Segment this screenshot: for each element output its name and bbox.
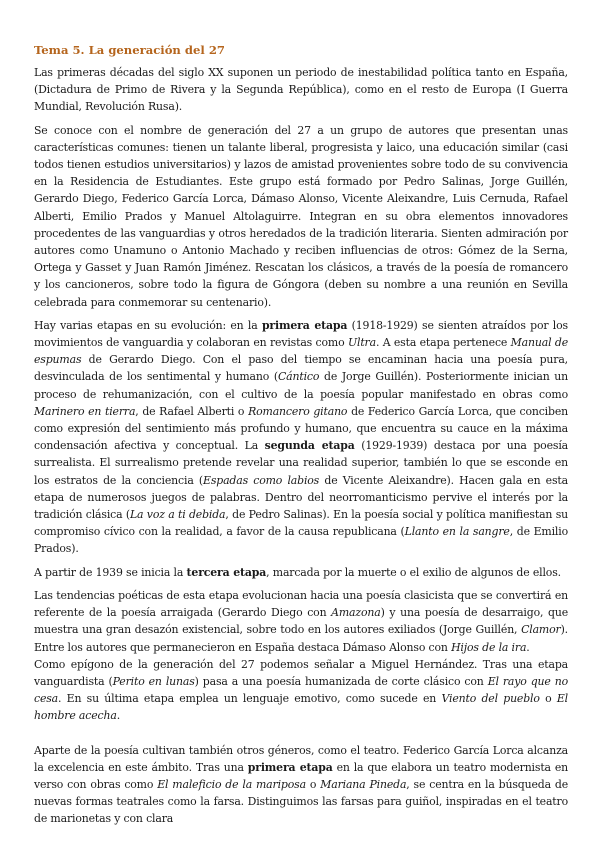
bold-term: primera etapa — [247, 760, 333, 774]
document-title: Tema 5. La generación del 27 — [34, 43, 225, 57]
work-title: Perito en lunas — [112, 674, 195, 688]
work-title: Manual de espumas — [34, 336, 568, 367]
bold-term: tercera etapa — [186, 565, 267, 579]
work-title: El maleficio de la mariposa — [157, 777, 306, 791]
paragraph-third-stage: A partir de 1939 se inicia la tercera etapa, marcada por la muerte o el exilio de algunos de ellos. — [34, 565, 561, 579]
work-title: El hombre acecha — [34, 692, 568, 723]
work-title: La voz a ti debida — [129, 508, 226, 522]
work-title: Espadas como labios — [203, 473, 320, 487]
paragraph-generation-definition: Se conoce con el nombre de generación del 27 a un grupo de autores que presentan unas características comunes: tienen un talante liberal, progresista y laico, una educación similar (casi todos tienen estudios universitarios) y lazos de amistad provenientes sobre todo de su convivencia en la Residencia de Estudiantes. Este grupo está formado por Pedro Salinas, Jorge Guillén, Gerardo Diego, Federico García Lorca, Dámaso Alonso, Vicente Aleixandre, Luis Cernuda, Rafael Alberti, Emilio Prados y Manuel Altolaguirre. Integran en su obra elementos innovadores procedentes de las vanguardias y otros heredados de la tradición literaria. Sienten admiración por autores como Unamuno o Antonio Machado y reciben influencias de otros: Gómez de la Serna, Ortega y Gasset y Juan Ramón Jiménez. Rescatan los clásicos, a través de la poesía de romancero y los cancioneros, sobre todo la figura de Góngora (deben su nombre a una reunión en Sevilla celebrada para conmemorar su centenario). — [34, 123, 568, 309]
work-title: Mariana Pineda — [320, 777, 407, 791]
paragraph-miguel-hernandez: Como epígono de la generación del 27 podemos señalar a Miguel Hernández. Tras una etapa vanguardista (Perito en lunas) pasa a una poesía humanizada de corte clásico con El rayo que no cesa. En su última etapa emplea un lenguaje emotivo, como sucede en Viento del pueblo o El hombre acecha. — [34, 657, 568, 723]
bold-term: primera etapa — [261, 318, 348, 332]
paragraph-context: Las primeras décadas del siglo XX suponen un periodo de inestabilidad política tanto en España, (Dictadura de Primo de Rivera y la Segunda República), como en el resto de Europa (I Guerra Mundial, Revolución Rusa). — [34, 66, 568, 114]
work-title: Ultra — [347, 336, 376, 350]
paragraph-theatre: Aparte de la poesía cultivan también otros géneros, como el teatro. Federico García Lorca alcanza la excelencia en este ámbito. Tras una primera etapa en la que elabora un teatro modernista en verso con obras como El maleficio de la mariposa o Mariana Pineda, se centra en la búsqueda de nuevas formas teatrales como la farsa. Distinguimos las farsas para guiñol, inspiradas en el teatro de marionetas y con clara — [34, 743, 568, 826]
work-title: Viento del pueblo — [441, 692, 540, 706]
work-title: El rayo que no cesa — [34, 674, 568, 706]
work-title: Hijos de la ira — [451, 640, 527, 654]
bold-term: segunda etapa — [264, 439, 355, 453]
paragraph-poetic-trends: Las tendencias poéticas de esta etapa evolucionan hacia una poesía clasicista que se convertirá en referente de la poesía arraigada (Gerardo Diego con Amazona) y una poesía de desarraigo, que muestra una gran desazón existencial, sobre todo en los autores exiliados (Jorge Guillén, Clamor). Entre los autores que permanecieron en España destaca Dámaso Alonso con Hijos de la ira. — [34, 588, 568, 654]
work-title: Romancero gitano — [248, 404, 348, 418]
work-title: Llanto en la sangre — [404, 525, 510, 539]
paragraph-stages: Hay varias etapas en su evolución: en la primera etapa (1918-1929) se sienten atraídos por los movimientos de vanguardia y colaboran en revistas como Ultra. A esta etapa pertenece Manual de espumas de Gerardo Diego. Con el paso del tiempo se encaminan hacia una poesía pura, desvinculada de los sentimental y humano (Cántico de Jorge Guillén). Posteriormente inician un proceso de rehumanización, con el cultivo de la poesía popular manifestado en obras como Marinero en tierra, de Rafael Alberti o Romancero gitano de Federico García Lorca, que conciben como expresión del sentimiento más profundo y humano, que encuentra su cauce en la máxima condensación afectiva y conceptual. La segunda etapa (1929-1939) destaca por una poesía surrealista. El surrealismo pretende revelar una realidad superior, también lo que se esconde en los estratos de la conciencia (Espadas como labios de Vicente Aleixandre). Hacen gala en esta etapa de numerosos juegos de palabras. Dentro del neorromanticismo pervive el interés por la tradición clásica (La voz a ti debida, de Pedro Salinas). En la poesía social y política manifiestan su compromiso cívico con la realidad, a favor de la causa republicana (Llanto en la sangre, de Emilio Prados). — [34, 318, 569, 556]
work-title: Cántico — [277, 370, 320, 384]
work-title: Clamor — [521, 623, 561, 637]
work-title: Amazona — [331, 606, 381, 620]
work-title: Marinero en tierra — [34, 404, 136, 418]
